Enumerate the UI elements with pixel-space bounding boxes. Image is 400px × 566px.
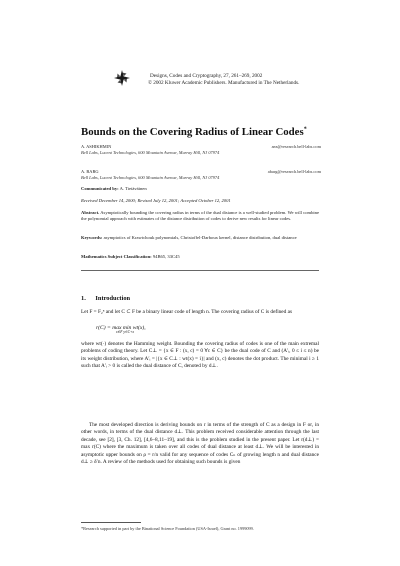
body-paragraph: The most developed direction is deriving bounds on r in terms of the strength of C as a design in F or, in other words, in terms of the dual distance d⊥. This problem received considerable attention through the last decade, see [2], [3, Ch. 12], [4,6–8,11–19], and this is the problem studied in the present paper. Let r(d⊥) = max r(C) where the maximum is taken over all codes of dual distance at least d⊥. We will be interested in asymptotic upper bounds on ρ = r/n valid for any sequence of codes Cₙ of growing length n and dual distance d⊥ ≥ δ′n. A review of the methods used for obtaining such bounds is given [81,422,319,466]
msc-value: 94B65, 33C45 [152,254,180,259]
body-paragraph: Let F = F₂ⁿ and let C ⊂ F be a binary linear code of length n. The covering radius of C is defined as [81,309,293,315]
author-name: A. BARG [81,169,99,174]
abstract-label: Abstract. [81,210,100,215]
divider [81,270,319,271]
msc-classification [81,254,319,260]
communicated-by [81,186,319,192]
kluwer-star-logo-icon [114,70,130,86]
communicated-value: A. Tietäväinen [119,186,147,191]
copyright-line: © 2002 Kluwer Academic Publishers. Manufactured in The Netherlands. [148,80,300,86]
covering-radius-formula [96,325,146,334]
title-footnote-mark: * [303,126,307,133]
title-text: Bounds on the Covering Radius of Linear Codes [81,126,304,138]
footnote: *Research supported in part by the Binational Science Foundation (USA-Israel), Grant no. 1999099. [81,526,254,531]
abstract [81,210,319,222]
author-email: aea@research.bell-labs.com [271,144,321,149]
received-dates: Received December 14, 2000; Revised July 12, 2001; Accepted October 12, 2001 [81,198,231,203]
keywords-text: asymptotics of Krawtchouk polynomials, Christoffel-Darboux kernel, distance distribution, dual distance [103,235,297,240]
communicated-label: Communicated by: [81,186,119,191]
paper-title [81,126,307,138]
section-title: Introduction [95,295,131,302]
keywords [81,235,319,241]
formula-subscript: x∈F y∈C+x [116,330,135,334]
keywords-label: Keywords: [81,235,103,240]
msc-label: Mathematics Subject Classification: [81,254,152,259]
author-name: A. ASHIKHMIN [81,144,112,149]
author-affiliation: Bell Labs, Lucent Technologies, 600 Mountain Avenue, Murray Hill, NJ 07974 [81,175,220,180]
journal-citation: Designs, Codes and Cryptography, 27, 261–269, 2002 [150,73,263,79]
section-heading [81,295,130,302]
author-affiliation: Bell Labs, Lucent Technologies, 600 Mountain Avenue, Murray Hill, NJ 07974 [81,150,220,155]
body-paragraph: where wt(·) denotes the Hamming weight. Bounding the covering radius of codes is one of the main extremal problems of coding theory. Let C⊥ = {x ∈ F : (x, c) = 0 ∀c ∈ C} be the dual code of C and (A′ᵢ, 0 ≤ i ≤ n) be its weight distribution, where A′ᵢ = |{x ∈ C⊥ : wt(x) = i}| and (x, c) denotes the dot product. The minimal i ≥ 1 such that A′ᵢ > 0 is called the dual distance of C, denoted by d⊥. [81,341,319,370]
formula-text: r(C) = max min wt(x), [96,325,146,331]
abstract-text: Asymptotically bounding the covering radius in terms of the dual distance is a well-studied problem. We will combine the polynomial approach with estimates of the distance distribution of codes to derive new results for linear codes. [81,210,319,222]
section-number: 1. [81,295,86,302]
author-email: abarg@research.bell-labs.com [267,169,321,174]
footnote-rule [81,522,141,523]
